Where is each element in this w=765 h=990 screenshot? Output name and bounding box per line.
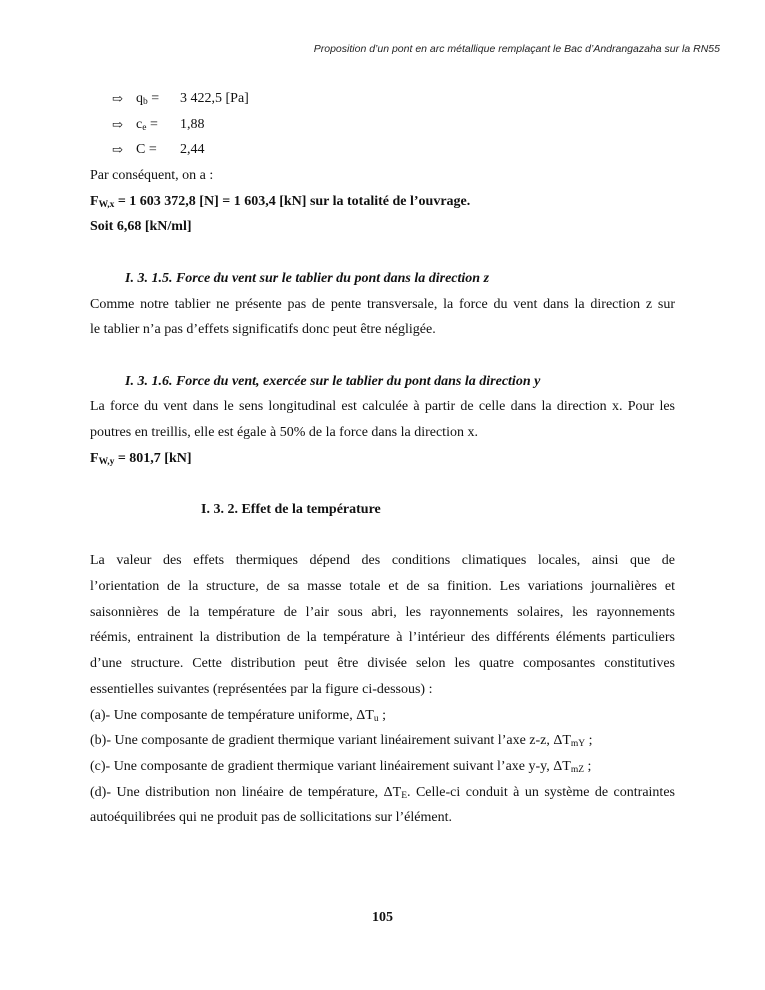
param-ce bbox=[90, 112, 675, 138]
paragraph-line: le tablier n’a pas d’effets significatifs donc peut être négligée. bbox=[90, 322, 436, 338]
param-label: $c_e$ = bbox=[136, 116, 158, 133]
paragraph-line: poutres en treillis, elle est égale à 50% de la force dans la direction x. bbox=[90, 424, 478, 440]
param-value: 2,44 bbox=[180, 142, 205, 158]
fwx-result: $F_{W,x} = 1$ 603 372,8 [N] = 1 603,4 [kN] sur la totalité de l’ouvrage. bbox=[90, 193, 471, 210]
par-consequent-text: Par conséquent, on a : bbox=[90, 168, 214, 184]
paragraph-line: saisonnières de la température de l’air sous abri, les rayonnements solaires, les rayonnements bbox=[90, 604, 675, 620]
param-label: $q_b$ = bbox=[136, 91, 160, 107]
list-item-d-continued: autoéquilibrées qui ne produit pas de sollicitations sur l’élément. bbox=[90, 810, 452, 826]
paragraph-line: La force du vent dans le sens longitudinal est calculée à partir de celle dans la direction x. Pour les bbox=[90, 399, 675, 415]
param-value: 3 422,5 [Pa] bbox=[180, 91, 249, 106]
paragraph-line: essentielles suivantes (représentées par la figure ci-dessous) : bbox=[90, 681, 433, 697]
section-title-z: I. 3. 1.5. Force du vent sur le tablier du pont dans la direction z bbox=[125, 270, 490, 286]
paragraph-line: La valeur des effets thermiques dépend des conditions climatiques locales, ainsi que de bbox=[90, 553, 675, 569]
list-item-a: (a)- Une composante de température uniforme, $\Delta T_u$ ; bbox=[90, 707, 386, 724]
section-title-temperature: I. 3. 2. Effet de la température bbox=[201, 502, 381, 517]
arrow-icon: ⇨ bbox=[112, 116, 123, 132]
page-number: 105 bbox=[372, 910, 393, 925]
param-label: C = bbox=[136, 142, 157, 158]
list-item-b: (b)- Une composante de gradient thermique variant linéairement suivant l’axe z-z, $\Delta T_{mY}$ ; bbox=[90, 733, 593, 750]
paragraph-line: d’une structure. Cette distribution peut être divisée selon les quatre composantes constitutives bbox=[90, 656, 675, 672]
soit-result: Soit 6,68 [kN/ml] bbox=[90, 219, 192, 235]
paragraph-line: l’orientation de la structure, de sa masse totale et de sa finition. Les variations journalières et bbox=[90, 579, 675, 595]
fwy-result: $F_{W,y} = 801,7$ [kN] bbox=[90, 450, 192, 467]
list-item-c: (c)- Une composante de gradient thermique variant linéairement suivant l’axe y-y, $\Delta T_{mZ}$ ; bbox=[90, 758, 592, 775]
param-value: 1,88 bbox=[180, 116, 205, 132]
param-qb bbox=[90, 86, 675, 112]
param-c bbox=[90, 137, 675, 163]
arrow-icon: ⇨ bbox=[112, 91, 123, 106]
arrow-icon: ⇨ bbox=[112, 142, 123, 158]
page-body bbox=[90, 86, 675, 831]
paragraph-line: Comme notre tablier ne présente pas de pente transversale, la force du vent dans la direction z sur bbox=[90, 296, 675, 312]
section-title-y: I. 3. 1.6. Force du vent, exercée sur le tablier du pont dans la direction y bbox=[125, 373, 541, 389]
list-item-d: (d)- Une distribution non linéaire de température, $\Delta T_E$. Celle-ci conduit à un système de contraintes bbox=[90, 784, 675, 801]
paragraph-line: réémis, entrainent la distribution de la température à l’intérieur des différents éléments particuliers bbox=[90, 630, 675, 646]
running-header: Proposition d’un pont en arc métallique remplaçant le Bac d’Andrangazaha sur la RN55 bbox=[313, 43, 720, 55]
